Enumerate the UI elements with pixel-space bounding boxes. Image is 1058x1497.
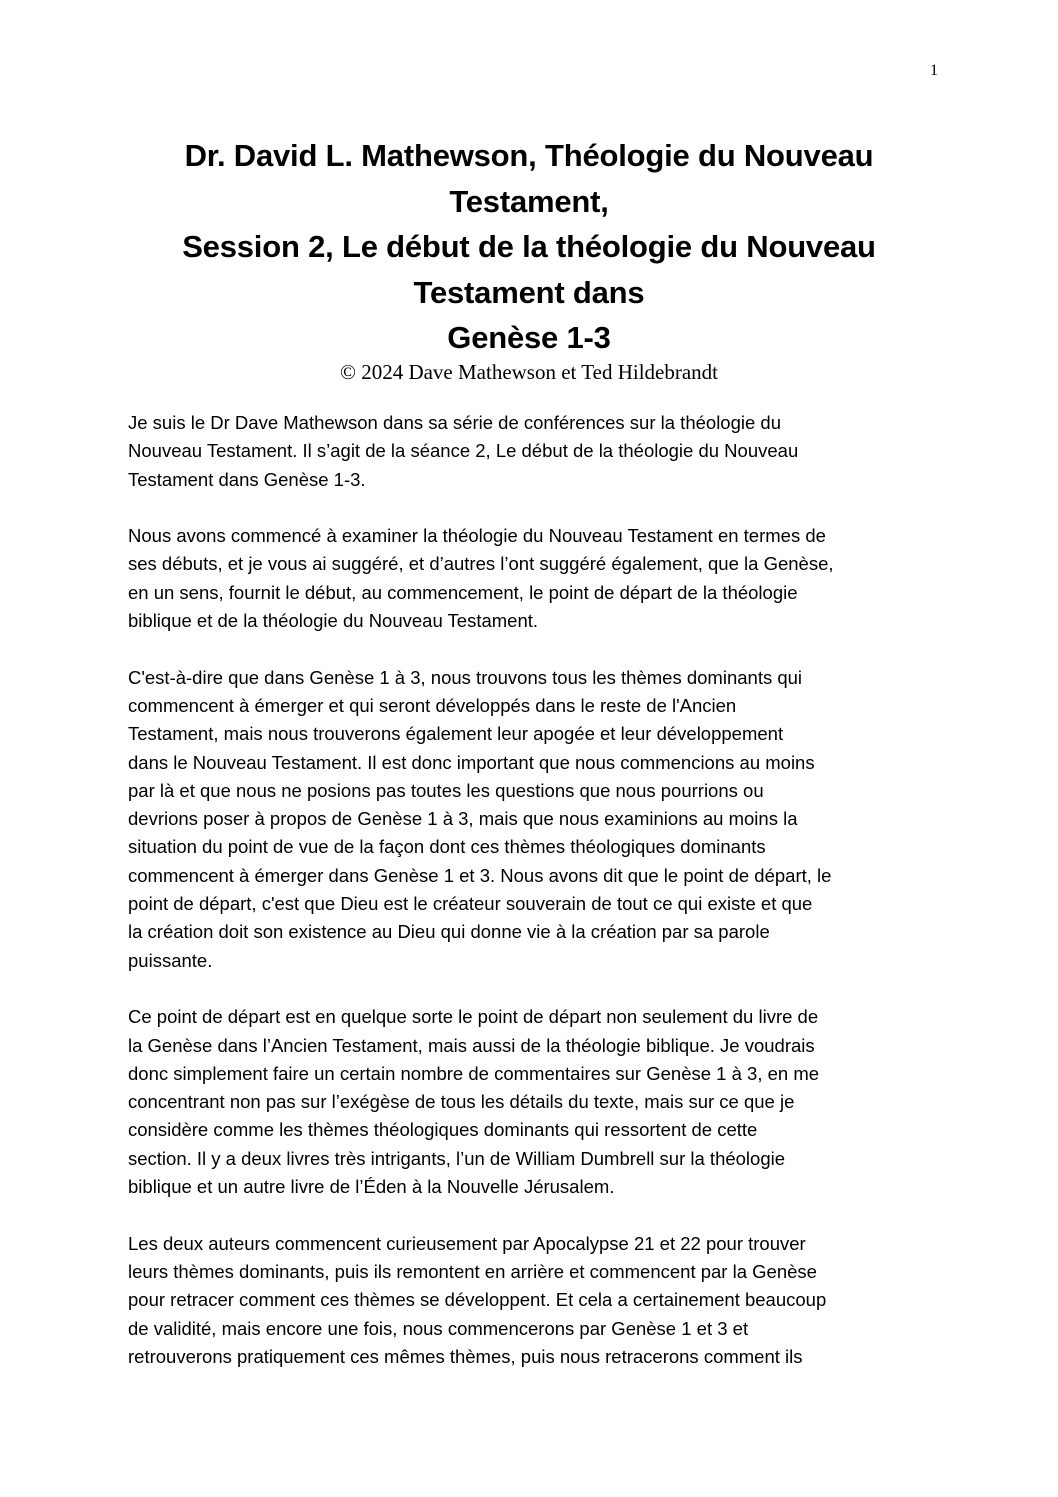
paragraph-line: dans le Nouveau Testament. Il est donc important que nous commencions au moins: [128, 751, 815, 773]
title-line-4: Testament dans: [413, 274, 645, 310]
paragraph-line: Je suis le Dr Dave Mathewson dans sa série de conférences sur la théologie du: [128, 412, 781, 433]
paragraph-line: Testament dans Genèse 1-3.: [128, 468, 366, 490]
paragraph-line: Nous avons commencé à examiner la théologie du Nouveau Testament en termes de: [128, 525, 826, 547]
paragraph-line: par là et que nous ne posions pas toutes les questions que nous pourrions ou: [128, 779, 764, 801]
title-line-2: Testament,: [449, 183, 609, 219]
paragraph-line: considère comme les thèmes théologiques dominants qui ressortent de cette: [128, 1119, 758, 1141]
paragraph-line: C'est-à-dire que dans Genèse 1 à 3, nous trouvons tous les thèmes dominants qui: [128, 666, 803, 688]
paragraph-line: en un sens, fournit le début, au commencement, le point de départ de la théologie: [128, 581, 798, 603]
paragraph-line: leurs thèmes dominants, puis ils remontent en arrière et commencent par la Genèse: [128, 1260, 817, 1282]
paragraph-line: devrions poser à propos de Genèse 1 à 3, mais que nous examinions au moins la: [128, 808, 798, 830]
paragraph-line: Les deux auteurs commencent curieusement par Apocalypse 21 et 22 pour trouver: [128, 1232, 806, 1254]
paragraph-line: commencent à émerger et qui seront développés dans le reste de l'Ancien: [128, 694, 737, 716]
paragraph-4: [128, 1003, 936, 1201]
paragraph-3: [128, 664, 936, 975]
paragraph-line: point de départ, c'est que Dieu est le créateur souverain de tout ce qui existe et que: [128, 893, 813, 915]
paragraph-line: biblique et de la théologie du Nouveau Testament.: [128, 610, 539, 632]
paragraph-line: retrouverons pratiquement ces mêmes thèmes, puis nous retracerons comment ils: [128, 1345, 803, 1367]
paragraph-line: de validité, mais encore une fois, nous commencerons par Genèse 1 et 3 et: [128, 1317, 749, 1339]
paragraph-line: ses débuts, et je vous ai suggéré, et d’autres l’ont suggéré également, que la Genèse,: [128, 553, 834, 575]
document-title: [128, 133, 930, 385]
paragraph-line: Testament, mais nous trouverons également leur apogée et leur développement: [128, 723, 784, 745]
title-line-3: Session 2, Le début de la théologie du Nouveau: [182, 229, 876, 264]
paragraph-line: situation du point de vue de la façon dont ces thèmes théologiques dominants: [128, 836, 766, 858]
paragraph-line: pour retracer comment ces thèmes se développent. Et cela a certainement beaucoup: [128, 1289, 827, 1311]
copyright-line: © 2024 Dave Mathewson et Ted Hildebrandt: [339, 359, 718, 384]
paragraph-2: [128, 522, 936, 635]
paragraph-line: biblique et un autre livre de l’Éden à la Nouvelle Jérusalem.: [128, 1176, 615, 1198]
paragraph-line: section. Il y a deux livres très intrigants, l’un de William Dumbrell sur la théologie: [128, 1147, 786, 1169]
paragraph-5: [128, 1230, 936, 1371]
page-number: 1: [930, 62, 938, 79]
title-line-1: Dr. David L. Mathewson, Théologie du Nouveau: [184, 138, 874, 173]
paragraph-line: donc simplement faire un certain nombre de commentaires sur Genèse 1 à 3, en me: [128, 1062, 820, 1084]
paragraph-line: commencent à émerger dans Genèse 1 et 3. Nous avons dit que le point de départ, le: [128, 864, 832, 886]
paragraph-line: puissante.: [128, 949, 213, 971]
paragraph-line: Ce point de départ est en quelque sorte le point de départ non seulement du livre de: [128, 1006, 819, 1028]
paragraph-line: la création doit son existence au Dieu qui donne vie à la création par sa parole: [128, 921, 770, 943]
paragraph-line: concentrant non pas sur l’exégèse de tous les détails du texte, mais sur ce que je: [128, 1091, 795, 1113]
document-body: [128, 409, 936, 1399]
title-line-5: Genèse 1-3: [447, 320, 611, 355]
paragraph-1: [128, 409, 936, 494]
paragraph-line: la Genèse dans l’Ancien Testament, mais aussi de la théologie biblique. Je voudrais: [128, 1034, 815, 1056]
paragraph-line: Nouveau Testament. Il s’agit de la séance 2, Le début de la théologie du Nouveau: [128, 440, 799, 462]
